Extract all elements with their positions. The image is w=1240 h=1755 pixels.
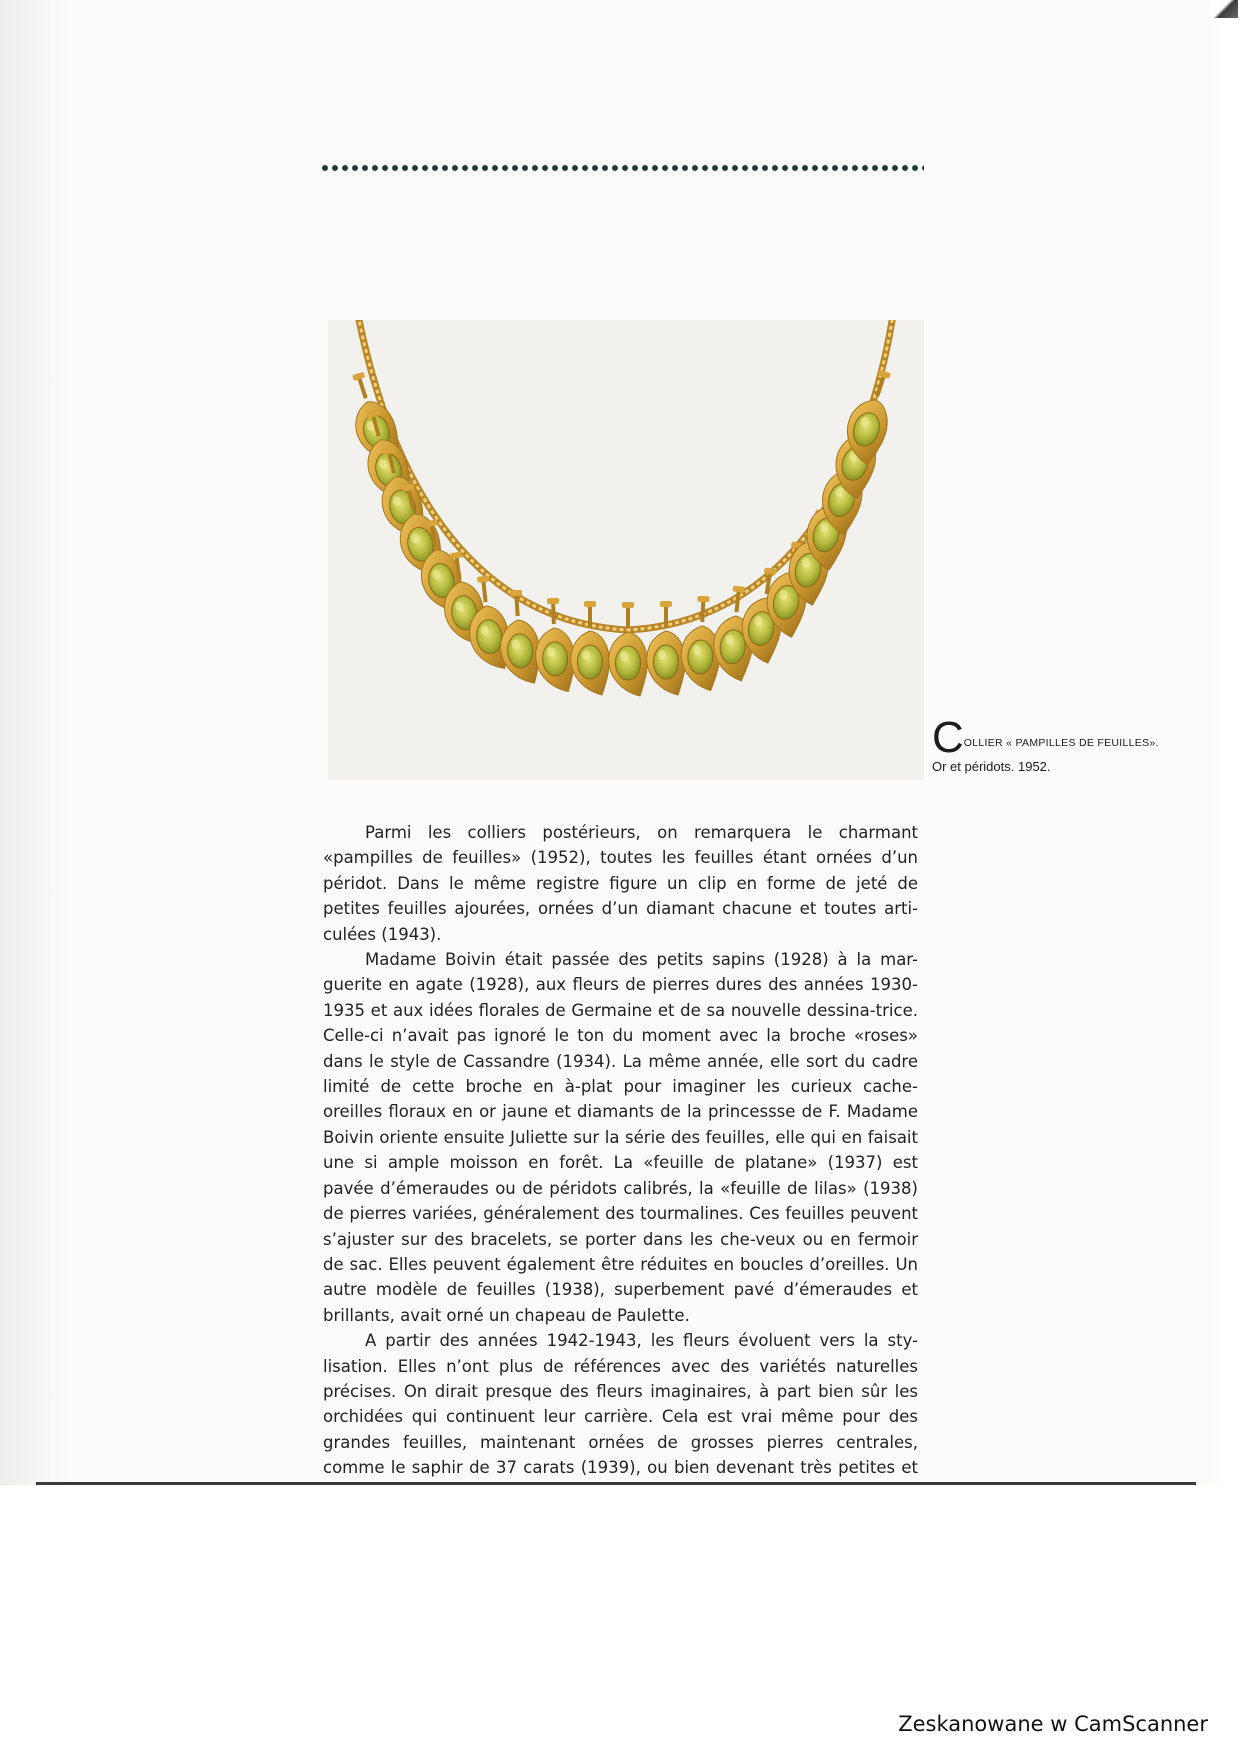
photo-caption — [932, 713, 1162, 774]
paragraph-3: A partir des années 1942-1943, les fleurs évoluent vers la sty-lisation. Elles n’ont plus de références avec des variétés naturelles précises. On dirait presque des fleurs imaginaires, à part bien sûr les orchidées qui continuent leur carrière. Cela est vrai même pour des grandes feuilles, maintenant ornées de grosses pierres centrales, comme le saphir de 37 carats (1939), ou bien devenant très petites et — [323, 1331, 918, 1478]
page-corner-mark — [1210, 0, 1238, 18]
dotted-rule — [320, 163, 924, 173]
caption-title-rest: OLLIER « PAMPILLES DE FEUILLES». — [963, 737, 1159, 749]
paragraph-1: Parmi les colliers postérieurs, on remarquera le charmant «pampilles de feuilles» (1952), toutes les feuilles étant ornées d’un péridot. Dans le même registre figure un clip en forme de jeté de petites feuilles ajourées, ornées d’un diamant chacune et toutes arti-culées (1943). — [323, 823, 918, 944]
necklace-photo — [328, 320, 924, 780]
camscanner-watermark: Zeskanowane w CamScanner — [898, 1712, 1208, 1736]
leaf-pendants — [339, 366, 903, 696]
page-right-edge — [1210, 0, 1240, 1490]
paragraph-2: Madame Boivin était passée des petits sapins (1928) à la mar-guerite en agate (1928), aux fleurs de pierres dures des années 1930-1935 et aux idées florales de Germaine et de sa nouvelle dessina-trice. Celle-ci n’avait pas ignoré le ton du moment avec la broche «roses» dans le style de Cassandre (1934). La même année, elle sort du cadre limité de cette broche en à-plat pour imaginer les curieux cache-oreilles floraux en or jaune et diamants de la princessse de F. Madame Boivin oriente ensuite Juliette sur la série des feuilles, elle qui en faisait une si ample moisson en forêt. La «feuille de platane» (1937) est pavée d’émeraudes ou de péridots calibrés, la «feuille de lilas» (1938) de pierres variées, généralement des tourmalines. Ces feuilles peuvent s’ajuster sur des bracelets, se porter dans les che-veux ou en fermoir de sac. Elles peuvent également être réduites en boucles d’oreilles. Un autre modèle de feuilles (1938), superbement pavé d’émeraudes et brillants, avait orné un chapeau de Paulette. — [323, 950, 918, 1325]
necklace-illustration — [328, 320, 924, 780]
caption-initial: C — [932, 713, 964, 762]
page-left-shadow — [0, 0, 70, 1490]
caption-materials: Or et péridots. 1952. — [932, 759, 1051, 774]
body-text — [323, 820, 918, 1506]
caption-title — [932, 713, 1162, 763]
